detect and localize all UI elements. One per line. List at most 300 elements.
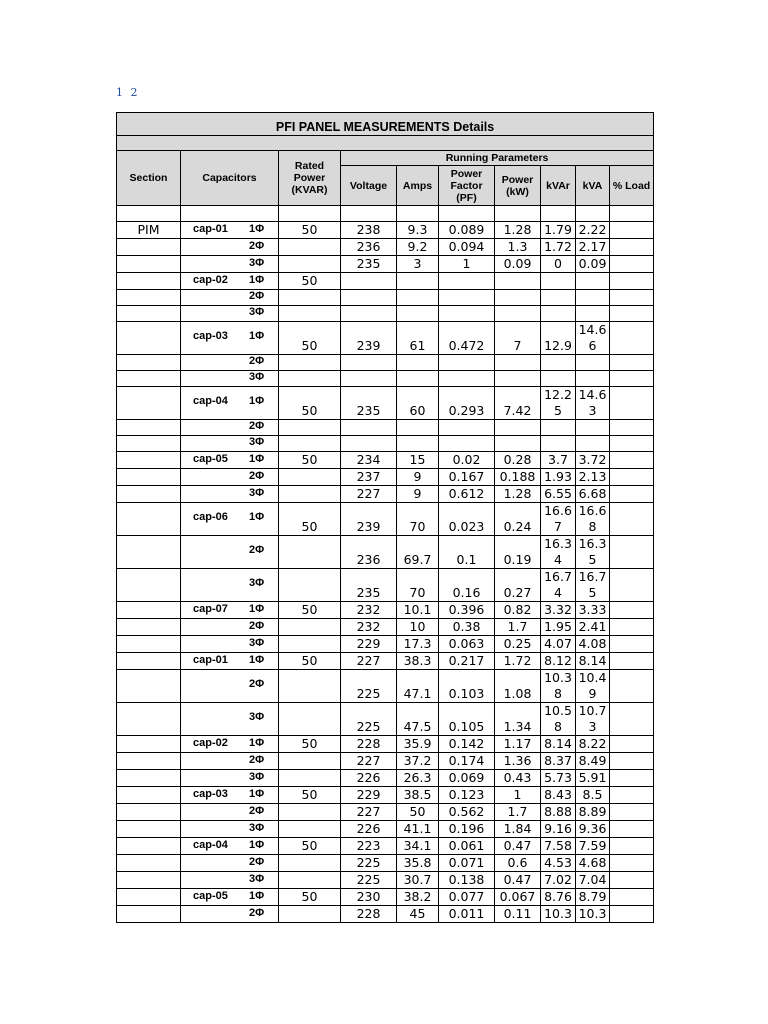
- power-kw-cell: 1.72: [495, 653, 541, 670]
- section-cell: [117, 290, 181, 306]
- table-row: [117, 872, 654, 889]
- power-factor-cell: 0.071: [439, 855, 495, 872]
- load-cell: [610, 420, 654, 436]
- voltage-cell: 225: [341, 670, 397, 703]
- table-row: [117, 804, 654, 821]
- kva-cell: [576, 355, 610, 371]
- rated-power-cell: [279, 703, 341, 736]
- pfi-measurements-table: [116, 112, 654, 923]
- voltage-cell: 227: [341, 653, 397, 670]
- kva-cell: [576, 371, 610, 387]
- table-row: [117, 256, 654, 273]
- phase-label: 3Φ: [249, 487, 265, 499]
- amps-cell: 38.5: [397, 787, 439, 804]
- capacitor-cell: [181, 821, 279, 838]
- amps-cell: 35.9: [397, 736, 439, 753]
- power-factor-cell: 0.293: [439, 387, 495, 420]
- table-row: [117, 787, 654, 804]
- kvar-cell: 12.9: [541, 322, 576, 355]
- capacitor-cell: [181, 387, 279, 420]
- table-row: [117, 371, 654, 387]
- kva-cell: [576, 273, 610, 290]
- capacitor-name: cap-04: [193, 839, 228, 851]
- capacitor-cell: [181, 838, 279, 855]
- table-row: [117, 452, 654, 469]
- table-row: [117, 619, 654, 636]
- capacitor-cell: [181, 536, 279, 569]
- section-cell: [117, 753, 181, 770]
- capacitor-cell: [181, 355, 279, 371]
- kva-cell: [576, 436, 610, 452]
- table-row: [117, 387, 654, 420]
- kva-cell: [576, 420, 610, 436]
- kva-cell: 16.35: [576, 536, 610, 569]
- section-cell: [117, 469, 181, 486]
- amps-cell: 34.1: [397, 838, 439, 855]
- rated-power-cell: 50: [279, 387, 341, 420]
- kvar-cell: [541, 273, 576, 290]
- header-section: Section: [117, 151, 181, 206]
- kva-cell: 7.04: [576, 872, 610, 889]
- voltage-cell: 225: [341, 872, 397, 889]
- load-cell: [610, 736, 654, 753]
- kvar-cell: 0: [541, 256, 576, 273]
- header-kva: kVA: [576, 166, 610, 206]
- voltage-cell: [341, 306, 397, 322]
- power-kw-cell: [495, 420, 541, 436]
- table-row: [117, 222, 654, 239]
- amps-cell: 10: [397, 619, 439, 636]
- amps-cell: 47.5: [397, 703, 439, 736]
- phase-label: 3Φ: [249, 637, 265, 649]
- amps-cell: [397, 436, 439, 452]
- rated-power-cell: [279, 256, 341, 273]
- capacitor-cell: [181, 670, 279, 703]
- blank-row: [117, 206, 654, 222]
- phase-label: 3Φ: [249, 371, 265, 383]
- capacitor-name: cap-01: [193, 223, 228, 235]
- power-kw-cell: 1.84: [495, 821, 541, 838]
- header-running-parameters: Running Parameters: [341, 151, 654, 166]
- phase-label: 3Φ: [249, 771, 265, 783]
- capacitor-name: cap-06: [193, 511, 228, 523]
- kva-cell: 14.63: [576, 387, 610, 420]
- power-kw-cell: 0.11: [495, 906, 541, 923]
- capacitor-cell: [181, 452, 279, 469]
- capacitor-cell: [181, 569, 279, 602]
- phase-label: 1Φ: [249, 395, 265, 407]
- capacitor-cell: [181, 787, 279, 804]
- kva-cell: 2.22: [576, 222, 610, 239]
- kvar-cell: 8.12: [541, 653, 576, 670]
- section-cell: [117, 838, 181, 855]
- power-kw-cell: [495, 306, 541, 322]
- capacitor-name: cap-01: [193, 654, 228, 666]
- power-factor-cell: 0.077: [439, 889, 495, 906]
- table-row: [117, 906, 654, 923]
- kvar-cell: 8.88: [541, 804, 576, 821]
- power-kw-cell: 1.34: [495, 703, 541, 736]
- rated-power-cell: 50: [279, 787, 341, 804]
- voltage-cell: [341, 420, 397, 436]
- power-factor-cell: 0.174: [439, 753, 495, 770]
- section-cell: [117, 636, 181, 653]
- power-factor-cell: 0.612: [439, 486, 495, 503]
- kvar-cell: [541, 420, 576, 436]
- kvar-cell: 3.32: [541, 602, 576, 619]
- kva-cell: 0.09: [576, 256, 610, 273]
- table-row: [117, 770, 654, 787]
- voltage-cell: 223: [341, 838, 397, 855]
- kva-cell: 8.22: [576, 736, 610, 753]
- rated-power-cell: [279, 355, 341, 371]
- capacitor-cell: [181, 273, 279, 290]
- kva-cell: 10.3: [576, 906, 610, 923]
- voltage-cell: [341, 290, 397, 306]
- table-row: [117, 889, 654, 906]
- load-cell: [610, 290, 654, 306]
- capacitor-cell: [181, 889, 279, 906]
- power-kw-cell: 0.067: [495, 889, 541, 906]
- kvar-cell: 1.79: [541, 222, 576, 239]
- voltage-cell: 235: [341, 569, 397, 602]
- kvar-cell: 6.55: [541, 486, 576, 503]
- table-row: [117, 322, 654, 355]
- rated-power-cell: 50: [279, 602, 341, 619]
- power-kw-cell: 1.7: [495, 804, 541, 821]
- section-cell: [117, 355, 181, 371]
- load-cell: [610, 469, 654, 486]
- rated-power-cell: [279, 753, 341, 770]
- amps-cell: 15: [397, 452, 439, 469]
- kvar-cell: 16.34: [541, 536, 576, 569]
- capacitor-name: cap-02: [193, 737, 228, 749]
- voltage-cell: 234: [341, 452, 397, 469]
- power-kw-cell: [495, 371, 541, 387]
- phase-label: 2Φ: [249, 805, 265, 817]
- power-factor-cell: 0.138: [439, 872, 495, 889]
- amps-cell: 38.3: [397, 653, 439, 670]
- load-cell: [610, 371, 654, 387]
- capacitor-cell: [181, 906, 279, 923]
- capacitor-cell: [181, 872, 279, 889]
- kva-cell: 3.72: [576, 452, 610, 469]
- section-cell: [117, 387, 181, 420]
- power-factor-cell: 0.16: [439, 569, 495, 602]
- section-cell: [117, 889, 181, 906]
- voltage-cell: 239: [341, 322, 397, 355]
- phase-label: 2Φ: [249, 856, 265, 868]
- amps-cell: 35.8: [397, 855, 439, 872]
- kvar-cell: 1.93: [541, 469, 576, 486]
- section-cell: [117, 821, 181, 838]
- rated-power-cell: [279, 619, 341, 636]
- capacitor-cell: [181, 420, 279, 436]
- kvar-cell: 12.25: [541, 387, 576, 420]
- section-cell: [117, 855, 181, 872]
- kvar-cell: 8.37: [541, 753, 576, 770]
- voltage-cell: 227: [341, 804, 397, 821]
- table-row: [117, 670, 654, 703]
- rated-power-cell: [279, 670, 341, 703]
- load-cell: [610, 322, 654, 355]
- rated-power-cell: 50: [279, 889, 341, 906]
- voltage-cell: 228: [341, 906, 397, 923]
- capacitor-cell: [181, 239, 279, 256]
- section-cell: [117, 371, 181, 387]
- power-factor-cell: [439, 371, 495, 387]
- table-row: [117, 753, 654, 770]
- phase-label: 2Φ: [249, 355, 265, 367]
- load-cell: [610, 804, 654, 821]
- capacitor-name: cap-05: [193, 453, 228, 465]
- kvar-cell: 16.67: [541, 503, 576, 536]
- voltage-cell: 228: [341, 736, 397, 753]
- phase-label: 1Φ: [249, 330, 265, 342]
- rated-power-cell: [279, 872, 341, 889]
- section-cell: [117, 653, 181, 670]
- amps-cell: 50: [397, 804, 439, 821]
- amps-cell: 3: [397, 256, 439, 273]
- kvar-cell: 3.7: [541, 452, 576, 469]
- rated-power-cell: [279, 804, 341, 821]
- rated-power-cell: [279, 371, 341, 387]
- load-cell: [610, 889, 654, 906]
- section-cell: [117, 770, 181, 787]
- kva-cell: 5.91: [576, 770, 610, 787]
- amps-cell: 9.2: [397, 239, 439, 256]
- section-cell: [117, 703, 181, 736]
- header-kvar: kVAr: [541, 166, 576, 206]
- phase-label: 1Φ: [249, 274, 265, 286]
- section-cell: [117, 804, 181, 821]
- kva-cell: 14.66: [576, 322, 610, 355]
- kva-cell: 10.73: [576, 703, 610, 736]
- kvar-cell: 10.58: [541, 703, 576, 736]
- table-title: PFI PANEL MEASUREMENTS Details: [117, 113, 654, 136]
- section-cell: [117, 486, 181, 503]
- header-rated-power: Rated Power (KVAR): [279, 151, 341, 206]
- load-cell: [610, 787, 654, 804]
- voltage-cell: 225: [341, 855, 397, 872]
- table-row: [117, 602, 654, 619]
- load-cell: [610, 273, 654, 290]
- power-factor-cell: 0.1: [439, 536, 495, 569]
- phase-label: 1Φ: [249, 654, 265, 666]
- power-factor-cell: 0.396: [439, 602, 495, 619]
- power-factor-cell: [439, 306, 495, 322]
- kvar-cell: [541, 290, 576, 306]
- amps-cell: 69.7: [397, 536, 439, 569]
- voltage-cell: 226: [341, 821, 397, 838]
- phase-label: 3Φ: [249, 306, 265, 318]
- phase-label: 2Φ: [249, 470, 265, 482]
- voltage-cell: 227: [341, 753, 397, 770]
- table-row: [117, 306, 654, 322]
- section-cell: [117, 503, 181, 536]
- voltage-cell: 229: [341, 787, 397, 804]
- section-cell: [117, 872, 181, 889]
- table-row: [117, 239, 654, 256]
- capacitor-cell: [181, 469, 279, 486]
- section-cell: [117, 322, 181, 355]
- voltage-cell: 232: [341, 602, 397, 619]
- load-cell: [610, 436, 654, 452]
- section-cell: [117, 256, 181, 273]
- amps-cell: 47.1: [397, 670, 439, 703]
- capacitor-name: cap-07: [193, 603, 228, 615]
- capacitor-cell: [181, 753, 279, 770]
- phase-label: 2Φ: [249, 907, 265, 919]
- capacitor-name: cap-04: [193, 395, 228, 407]
- section-cell: [117, 787, 181, 804]
- kva-cell: [576, 306, 610, 322]
- table-row: [117, 703, 654, 736]
- kvar-cell: [541, 306, 576, 322]
- kva-cell: 9.36: [576, 821, 610, 838]
- power-factor-cell: 0.089: [439, 222, 495, 239]
- voltage-cell: 239: [341, 503, 397, 536]
- phase-label: 1Φ: [249, 890, 265, 902]
- phase-label: 2Φ: [249, 678, 265, 690]
- phase-label: 2Φ: [249, 754, 265, 766]
- phase-label: 2Φ: [249, 240, 265, 252]
- rated-power-cell: [279, 239, 341, 256]
- phase-label: 2Φ: [249, 620, 265, 632]
- capacitor-cell: [181, 371, 279, 387]
- load-cell: [610, 653, 654, 670]
- voltage-cell: 229: [341, 636, 397, 653]
- table-row: [117, 355, 654, 371]
- table-row: [117, 569, 654, 602]
- table-row: [117, 653, 654, 670]
- load-cell: [610, 239, 654, 256]
- section-cell: [117, 670, 181, 703]
- voltage-cell: 227: [341, 486, 397, 503]
- power-factor-cell: 0.023: [439, 503, 495, 536]
- table-row: [117, 536, 654, 569]
- kvar-cell: 5.73: [541, 770, 576, 787]
- capacitor-cell: [181, 855, 279, 872]
- power-factor-cell: [439, 420, 495, 436]
- section-cell: [117, 452, 181, 469]
- power-factor-cell: 0.196: [439, 821, 495, 838]
- power-factor-cell: 0.142: [439, 736, 495, 753]
- power-kw-cell: [495, 273, 541, 290]
- capacitor-cell: [181, 619, 279, 636]
- section-cell: [117, 239, 181, 256]
- power-kw-cell: 0.188: [495, 469, 541, 486]
- power-kw-cell: 0.47: [495, 838, 541, 855]
- table-row: [117, 420, 654, 436]
- kva-cell: 7.59: [576, 838, 610, 855]
- rated-power-cell: [279, 569, 341, 602]
- kvar-cell: 8.43: [541, 787, 576, 804]
- load-cell: [610, 636, 654, 653]
- kva-cell: 2.17: [576, 239, 610, 256]
- rated-power-cell: [279, 306, 341, 322]
- kvar-cell: 9.16: [541, 821, 576, 838]
- rated-power-cell: 50: [279, 653, 341, 670]
- power-kw-cell: 0.28: [495, 452, 541, 469]
- power-kw-cell: 1.28: [495, 222, 541, 239]
- page-number: 1 2: [116, 86, 140, 99]
- phase-label: 1Φ: [249, 788, 265, 800]
- phase-label: 2Φ: [249, 290, 265, 302]
- table-row: [117, 636, 654, 653]
- capacitor-name: cap-05: [193, 890, 228, 902]
- section-cell: [117, 619, 181, 636]
- rated-power-cell: [279, 855, 341, 872]
- capacitor-cell: [181, 736, 279, 753]
- power-kw-cell: 0.25: [495, 636, 541, 653]
- voltage-cell: [341, 355, 397, 371]
- amps-cell: 10.1: [397, 602, 439, 619]
- kvar-cell: 4.07: [541, 636, 576, 653]
- voltage-cell: [341, 371, 397, 387]
- table-row: [117, 503, 654, 536]
- power-kw-cell: 0.24: [495, 503, 541, 536]
- kva-cell: 6.68: [576, 486, 610, 503]
- table-row: [117, 290, 654, 306]
- rated-power-cell: [279, 906, 341, 923]
- table-row: [117, 736, 654, 753]
- capacitor-cell: [181, 770, 279, 787]
- power-factor-cell: 0.063: [439, 636, 495, 653]
- rated-power-cell: [279, 770, 341, 787]
- capacitor-cell: [181, 503, 279, 536]
- amps-cell: 37.2: [397, 753, 439, 770]
- power-factor-cell: 0.472: [439, 322, 495, 355]
- power-kw-cell: 1.36: [495, 753, 541, 770]
- power-factor-cell: 0.011: [439, 906, 495, 923]
- power-factor-cell: 0.562: [439, 804, 495, 821]
- kvar-cell: 7.02: [541, 872, 576, 889]
- power-factor-cell: 1: [439, 256, 495, 273]
- power-kw-cell: [495, 355, 541, 371]
- phase-label: 3Φ: [249, 257, 265, 269]
- kvar-cell: 1.95: [541, 619, 576, 636]
- phase-label: 1Φ: [249, 737, 265, 749]
- table-row: [117, 273, 654, 290]
- capacitor-name: cap-03: [193, 788, 228, 800]
- power-kw-cell: 0.82: [495, 602, 541, 619]
- capacitor-cell: [181, 256, 279, 273]
- kvar-cell: 16.74: [541, 569, 576, 602]
- section-cell: [117, 273, 181, 290]
- load-cell: [610, 855, 654, 872]
- phase-label: 3Φ: [249, 873, 265, 885]
- voltage-cell: 235: [341, 387, 397, 420]
- kva-cell: 8.49: [576, 753, 610, 770]
- header-power-kw: Power (kW): [495, 166, 541, 206]
- capacitor-cell: [181, 222, 279, 239]
- section-cell: [117, 602, 181, 619]
- amps-cell: 30.7: [397, 872, 439, 889]
- section-cell: [117, 906, 181, 923]
- voltage-cell: 237: [341, 469, 397, 486]
- header-capacitors: Capacitors: [181, 151, 279, 206]
- capacitor-cell: [181, 636, 279, 653]
- rated-power-cell: [279, 290, 341, 306]
- section-cell: PIM: [117, 222, 181, 239]
- amps-cell: [397, 306, 439, 322]
- power-kw-cell: 1.28: [495, 486, 541, 503]
- phase-label: 3Φ: [249, 711, 265, 723]
- rated-power-cell: [279, 436, 341, 452]
- phase-label: 1Φ: [249, 603, 265, 615]
- amps-cell: 60: [397, 387, 439, 420]
